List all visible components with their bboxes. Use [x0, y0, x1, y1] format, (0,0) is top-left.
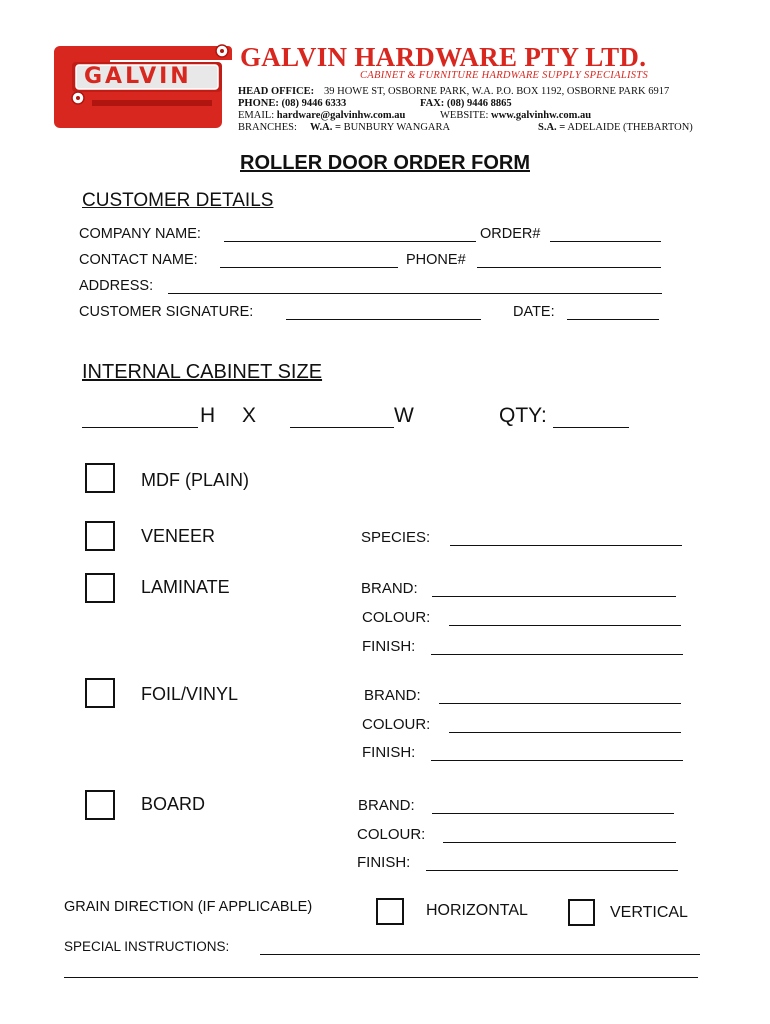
phone-field[interactable]: [477, 267, 661, 268]
qty-label: QTY:: [499, 404, 547, 427]
foil-vinyl-checkbox[interactable]: [85, 678, 115, 708]
phone-label: PHONE#: [406, 252, 466, 268]
signature-label: CUSTOMER SIGNATURE:: [79, 304, 254, 320]
mdf-label: MDF (PLAIN): [141, 470, 249, 490]
special-instructions-line-2[interactable]: [64, 977, 698, 978]
laminate-brand-field[interactable]: [432, 596, 676, 597]
head-office-address: 39 HOWE ST, OSBORNE PARK, W.A. P.O. BOX 1192, OSBORNE PARK 6917: [324, 86, 670, 97]
foil-colour-field[interactable]: [449, 732, 681, 733]
foil-brand-label: BRAND:: [364, 687, 421, 704]
special-instructions-label: SPECIAL INSTRUCTIONS:: [64, 939, 230, 954]
veneer-species-field[interactable]: [450, 545, 682, 546]
vertical-checkbox[interactable]: [568, 899, 595, 926]
laminate-checkbox[interactable]: [85, 573, 115, 603]
width-field[interactable]: [290, 427, 394, 428]
board-brand-label: BRAND:: [358, 797, 415, 814]
horizontal-label: HORIZONTAL: [426, 902, 528, 919]
company-name-label: COMPANY NAME:: [79, 226, 201, 242]
fax-line: FAX: (08) 9446 8865: [420, 98, 512, 109]
veneer-label: VENEER: [141, 526, 216, 546]
laminate-finish-field[interactable]: [431, 654, 683, 655]
board-finish-field[interactable]: [426, 870, 678, 871]
times-label: X: [242, 404, 257, 427]
foil-finish-label: FINISH:: [362, 744, 416, 761]
date-label: DATE:: [513, 304, 555, 320]
contact-name-label: CONTACT NAME:: [79, 252, 198, 268]
board-checkbox[interactable]: [85, 790, 115, 820]
foil-vinyl-label: FOIL/VINYL: [141, 684, 239, 704]
head-office-label: HEAD OFFICE:: [238, 86, 315, 97]
board-brand-field[interactable]: [432, 813, 674, 814]
order-field[interactable]: [550, 241, 661, 242]
email-line: EMAIL: hardware@galvinhw.com.au: [238, 110, 406, 121]
horizontal-checkbox[interactable]: [376, 898, 404, 925]
laminate-label: LAMINATE: [141, 577, 230, 597]
height-label: H: [200, 404, 216, 427]
address-field[interactable]: [168, 293, 662, 294]
special-instructions-field[interactable]: [260, 954, 700, 955]
laminate-colour-field[interactable]: [449, 625, 681, 626]
branches-label: BRANCHES:: [238, 122, 297, 133]
date-field[interactable]: [567, 319, 659, 320]
logo-text: GALVIN: [84, 64, 192, 89]
height-field[interactable]: [82, 427, 198, 428]
foil-colour-label: COLOUR:: [362, 716, 431, 733]
grain-direction-label: GRAIN DIRECTION (IF APPLICABLE): [64, 899, 313, 915]
company-name: GALVIN HARDWARE PTY LTD.: [240, 42, 647, 72]
board-label: BOARD: [141, 794, 206, 814]
address-label: ADDRESS:: [79, 278, 154, 294]
veneer-checkbox[interactable]: [85, 521, 115, 551]
contact-name-field[interactable]: [220, 267, 398, 268]
vertical-label: VERTICAL: [610, 904, 688, 921]
website-line: WEBSITE: www.galvinhw.com.au: [440, 110, 592, 121]
board-colour-field[interactable]: [443, 842, 676, 843]
foil-brand-field[interactable]: [439, 703, 681, 704]
galvin-logo: [52, 42, 234, 132]
wa-branches: W.A. = BUNBURY WANGARA: [310, 122, 451, 133]
width-label: W: [394, 404, 414, 427]
board-colour-label: COLOUR:: [357, 826, 426, 843]
company-name-field[interactable]: [224, 241, 476, 242]
mdf-checkbox[interactable]: [85, 463, 115, 493]
qty-field[interactable]: [553, 427, 629, 428]
veneer-species-label: SPECIES:: [361, 529, 431, 546]
board-finish-label: FINISH:: [357, 854, 411, 871]
sa-branches: S.A. = ADELAIDE (THEBARTON): [538, 122, 693, 133]
customer-details-heading: CUSTOMER DETAILS: [82, 190, 274, 211]
order-label: ORDER#: [480, 226, 541, 242]
cabinet-size-heading: INTERNAL CABINET SIZE: [82, 361, 323, 383]
foil-finish-field[interactable]: [431, 760, 683, 761]
signature-field[interactable]: [286, 319, 481, 320]
laminate-brand-label: BRAND:: [361, 580, 418, 597]
company-tagline: CABINET & FURNITURE HARDWARE SUPPLY SPECIALISTS: [360, 70, 648, 81]
form-title: ROLLER DOOR ORDER FORM: [240, 152, 530, 174]
phone-line: PHONE: (08) 9446 6333: [238, 98, 347, 109]
laminate-colour-label: COLOUR:: [362, 609, 431, 626]
laminate-finish-label: FINISH:: [362, 638, 416, 655]
